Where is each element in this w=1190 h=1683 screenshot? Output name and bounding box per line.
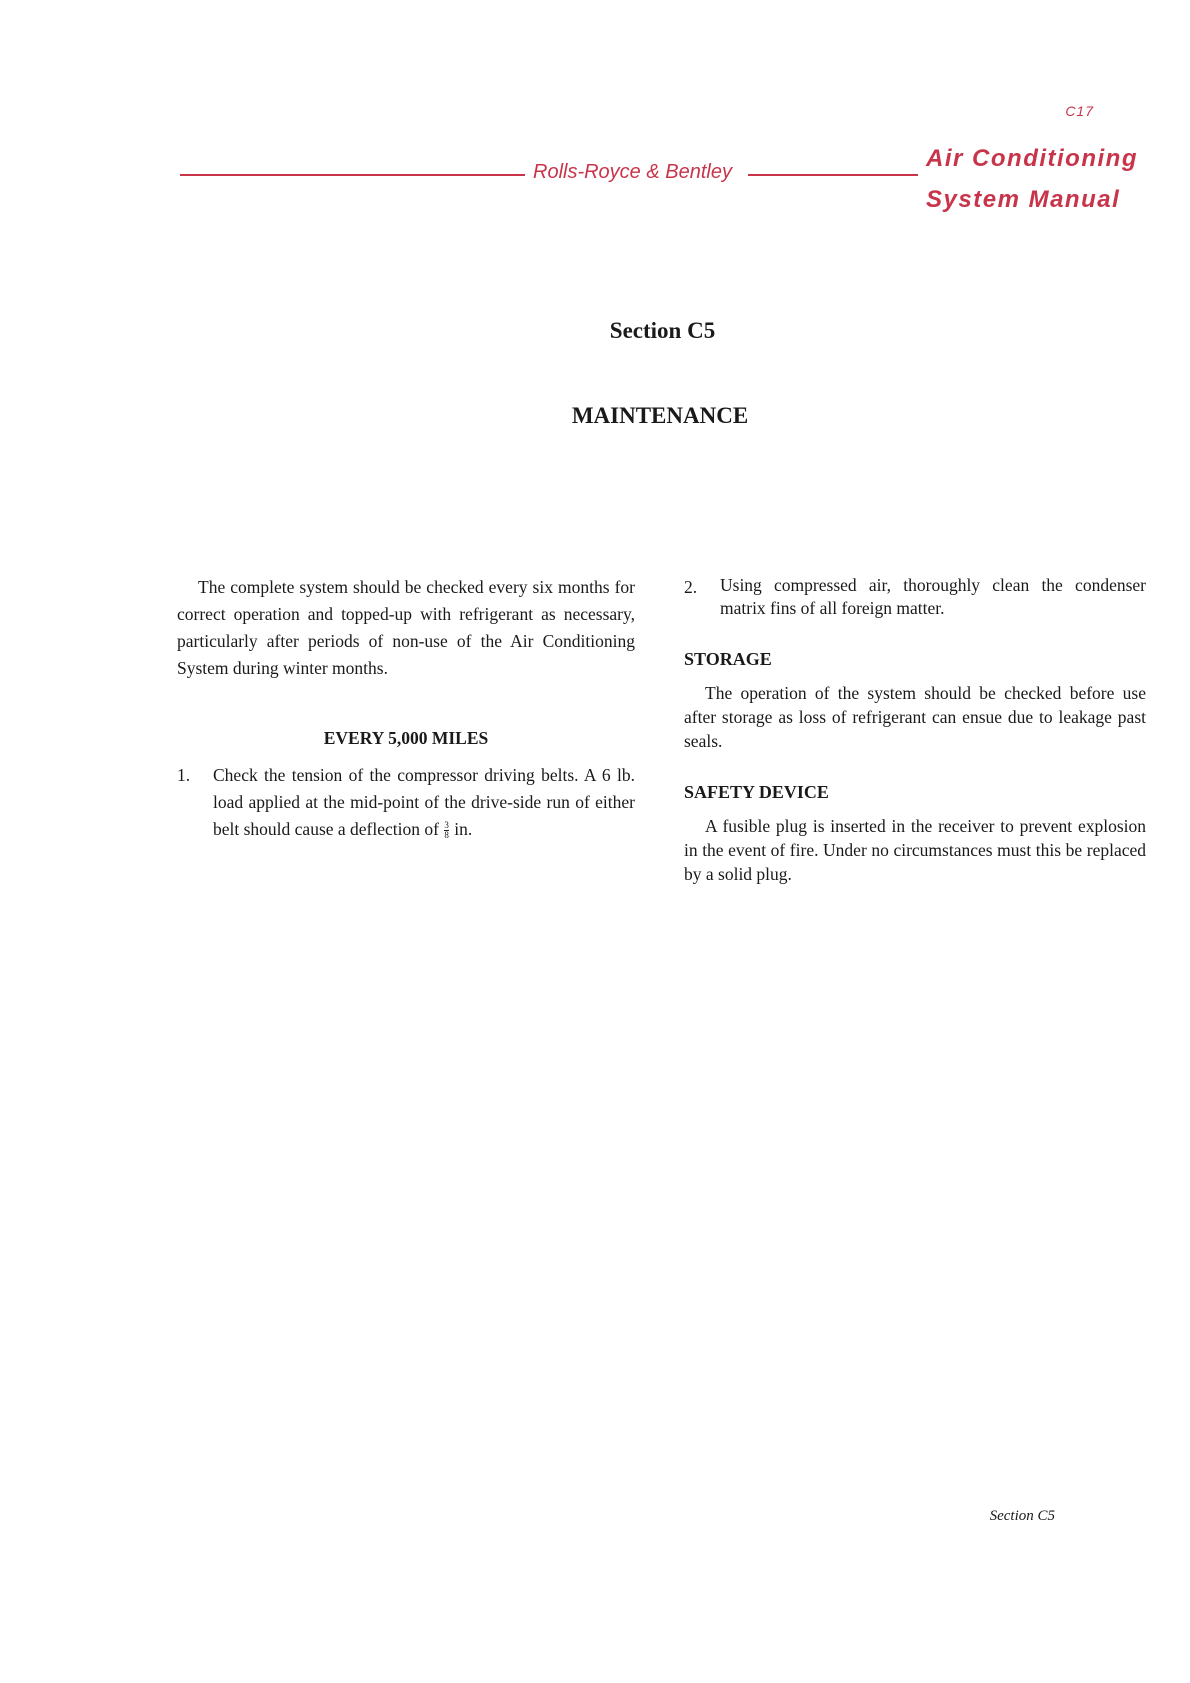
brand-name: Rolls-Royce & Bentley <box>533 161 732 183</box>
belt-tension-text: Check the tension of the compressor driving belts. A 6 lb. load applied at the mid-point of the drive-side run of either belt should cause a deflection of <box>213 765 635 839</box>
footer-section-label: Section C5 <box>989 1508 1055 1524</box>
storage-heading: STORAGE <box>684 649 772 669</box>
safety-paragraph: A fusible plug is inserted in the receiver to prevent explosion in the event of fire. Under no circumstances must this be replaced by a solid plug. <box>684 816 1146 884</box>
safety-heading: SAFETY DEVICE <box>684 782 829 802</box>
unit-text: in. <box>454 819 473 839</box>
right-column <box>684 574 1146 886</box>
fraction-numerator: 3 <box>444 820 449 831</box>
item-number: 1. <box>177 765 191 785</box>
header-rule-left <box>180 174 525 176</box>
every-5000-heading: EVERY 5,000 MILES <box>323 728 489 748</box>
storage-paragraph: The operation of the system should be checked before use after storage as loss of refrigerant can ensue due to leakage past seals. <box>684 683 1146 751</box>
manual-title-line1: Air Conditioning <box>926 145 1138 172</box>
manual-title <box>926 138 1138 220</box>
item-text <box>213 762 635 843</box>
item-text: Using compressed air, thoroughly clean the condenser matrix fins of all foreign matter. <box>720 575 1146 618</box>
list-item <box>177 762 635 843</box>
intro-paragraph: The complete system should be checked every six months for correct operation and topped-up with refrigerant as necessary, particularly after periods of non-use of the Air Conditioning System during winter months. <box>177 577 635 678</box>
section-heading: Section C5 <box>609 318 716 343</box>
item-number: 2. <box>684 577 698 597</box>
header-rule-right <box>748 174 918 176</box>
page-title: MAINTENANCE <box>571 403 749 428</box>
page-number: C17 <box>1065 103 1094 119</box>
fraction-denominator: 8 <box>444 830 449 841</box>
list-item <box>684 574 1146 620</box>
manual-title-line2: System Manual <box>926 186 1121 213</box>
fraction <box>444 821 449 840</box>
left-column <box>177 574 635 843</box>
